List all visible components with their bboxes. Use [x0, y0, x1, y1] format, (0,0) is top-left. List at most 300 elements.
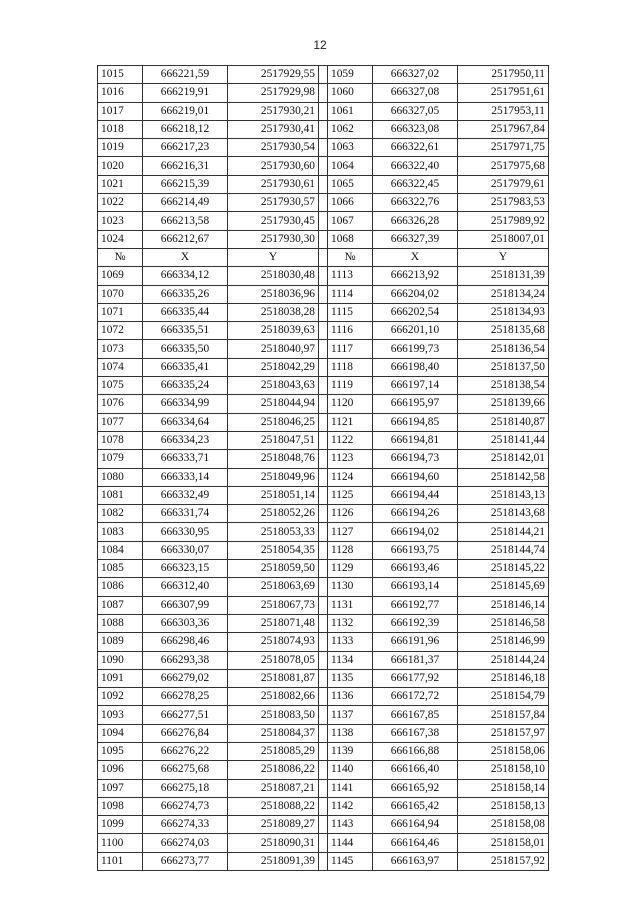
point-number-left: 1075	[98, 377, 143, 395]
y-coordinate-right: 2518134,93	[458, 303, 549, 321]
x-coordinate-right: 666194,85	[373, 413, 458, 431]
y-coordinate-left: 2518039,63	[228, 322, 319, 340]
x-coordinate-right: 666327,08	[373, 84, 458, 102]
y-coordinate-left: 2518074,93	[228, 633, 319, 651]
y-coordinate-right: 2518158,14	[458, 779, 549, 797]
x-coordinate-left: 666277,51	[143, 706, 228, 724]
y-coordinate-right: 2518137,50	[458, 358, 549, 376]
x-coordinate-left: 666335,50	[143, 340, 228, 358]
x-coordinate-left: 666221,59	[143, 66, 228, 84]
y-coordinate-right: 2518157,84	[458, 706, 549, 724]
column-gap	[319, 560, 328, 578]
point-number-right: 1118	[328, 358, 373, 376]
y-coordinate-right: 2518158,08	[458, 816, 549, 834]
y-coordinate-right: 2518145,22	[458, 560, 549, 578]
x-coordinate-left: 666275,68	[143, 761, 228, 779]
point-number-left: 1024	[98, 230, 143, 248]
x-coordinate-right: 666322,61	[373, 139, 458, 157]
table-row	[98, 285, 549, 303]
y-coordinate-right: 2518136,54	[458, 340, 549, 358]
point-number-left: 1085	[98, 560, 143, 578]
column-gap	[319, 669, 328, 687]
column-gap	[319, 761, 328, 779]
y-coordinate-right: 2518142,01	[458, 450, 549, 468]
point-number-left: 1019	[98, 139, 143, 157]
y-coordinate-right: 2517951,61	[458, 84, 549, 102]
header-num-left: №	[98, 248, 143, 266]
point-number-left: 1023	[98, 212, 143, 230]
x-coordinate-left: 666273,77	[143, 852, 228, 870]
point-number-right: 1117	[328, 340, 373, 358]
point-number-right: 1114	[328, 285, 373, 303]
point-number-left: 1097	[98, 779, 143, 797]
table-row	[98, 212, 549, 230]
x-coordinate-right: 666199,73	[373, 340, 458, 358]
x-coordinate-left: 666215,39	[143, 175, 228, 193]
y-coordinate-right: 2518144,21	[458, 523, 549, 541]
column-gap	[319, 285, 328, 303]
y-coordinate-left: 2518081,87	[228, 669, 319, 687]
x-coordinate-right: 666194,73	[373, 450, 458, 468]
x-coordinate-left: 666274,03	[143, 834, 228, 852]
x-coordinate-left: 666331,74	[143, 505, 228, 523]
x-coordinate-right: 666166,88	[373, 742, 458, 760]
header-x-right: X	[373, 248, 458, 266]
y-coordinate-left: 2518043,63	[228, 377, 319, 395]
point-number-right: 1064	[328, 157, 373, 175]
table-row	[98, 303, 549, 321]
point-number-right: 1115	[328, 303, 373, 321]
x-coordinate-left: 666216,31	[143, 157, 228, 175]
y-coordinate-left: 2518091,39	[228, 852, 319, 870]
point-number-right: 1125	[328, 486, 373, 504]
point-number-left: 1095	[98, 742, 143, 760]
column-gap	[319, 523, 328, 541]
y-coordinate-left: 2518049,96	[228, 468, 319, 486]
x-coordinate-left: 666335,41	[143, 358, 228, 376]
x-coordinate-left: 666335,24	[143, 377, 228, 395]
column-gap	[319, 358, 328, 376]
y-coordinate-left: 2517929,55	[228, 66, 319, 84]
x-coordinate-left: 666212,67	[143, 230, 228, 248]
table-header	[98, 248, 549, 266]
column-gap	[319, 102, 328, 120]
column-gap	[319, 267, 328, 285]
y-coordinate-right: 2517950,11	[458, 66, 549, 84]
x-coordinate-left: 666303,36	[143, 614, 228, 632]
column-gap	[319, 596, 328, 614]
y-coordinate-left: 2518088,22	[228, 797, 319, 815]
table-row	[98, 706, 549, 724]
point-number-right: 1059	[328, 66, 373, 84]
point-number-left: 1077	[98, 413, 143, 431]
x-coordinate-right: 666167,85	[373, 706, 458, 724]
y-coordinate-left: 2518085,29	[228, 742, 319, 760]
table-row	[98, 596, 549, 614]
x-coordinate-left: 666278,25	[143, 688, 228, 706]
point-number-left: 1078	[98, 431, 143, 449]
point-number-left: 1069	[98, 267, 143, 285]
table-row	[98, 669, 549, 687]
x-coordinate-left: 666279,02	[143, 669, 228, 687]
point-number-right: 1132	[328, 614, 373, 632]
x-coordinate-right: 666181,37	[373, 651, 458, 669]
point-number-right: 1139	[328, 742, 373, 760]
point-number-right: 1137	[328, 706, 373, 724]
x-coordinate-left: 666298,46	[143, 633, 228, 651]
table-row	[98, 267, 549, 285]
point-number-right: 1066	[328, 194, 373, 212]
header-x-left: X	[143, 248, 228, 266]
table-row	[98, 120, 549, 138]
x-coordinate-right: 666194,02	[373, 523, 458, 541]
column-gap	[319, 139, 328, 157]
table-row	[98, 175, 549, 193]
column-gap	[319, 797, 328, 815]
column-gap	[319, 706, 328, 724]
y-coordinate-left: 2517930,54	[228, 139, 319, 157]
table-row	[98, 560, 549, 578]
point-number-left: 1021	[98, 175, 143, 193]
column-gap	[319, 212, 328, 230]
y-coordinate-left: 2518051,14	[228, 486, 319, 504]
point-number-right: 1123	[328, 450, 373, 468]
point-number-left: 1094	[98, 724, 143, 742]
y-coordinate-right: 2518134,24	[458, 285, 549, 303]
point-number-left: 1089	[98, 633, 143, 651]
y-coordinate-right: 2518157,97	[458, 724, 549, 742]
point-number-right: 1134	[328, 651, 373, 669]
point-number-left: 1071	[98, 303, 143, 321]
y-coordinate-right: 2518146,99	[458, 633, 549, 651]
table-row	[98, 779, 549, 797]
y-coordinate-right: 2517953,11	[458, 102, 549, 120]
x-coordinate-left: 666276,84	[143, 724, 228, 742]
column-gap	[319, 614, 328, 632]
table-row	[98, 742, 549, 760]
column-gap	[319, 633, 328, 651]
point-number-left: 1076	[98, 395, 143, 413]
column-gap	[319, 395, 328, 413]
x-coordinate-right: 666194,26	[373, 505, 458, 523]
y-coordinate-left: 2517930,60	[228, 157, 319, 175]
y-coordinate-right: 2518146,18	[458, 669, 549, 687]
point-number-right: 1142	[328, 797, 373, 815]
y-coordinate-right: 2518146,14	[458, 596, 549, 614]
y-coordinate-left: 2518040,97	[228, 340, 319, 358]
y-coordinate-right: 2518007,01	[458, 230, 549, 248]
x-coordinate-left: 666330,95	[143, 523, 228, 541]
y-coordinate-left: 2518047,51	[228, 431, 319, 449]
point-number-right: 1124	[328, 468, 373, 486]
y-coordinate-right: 2517989,92	[458, 212, 549, 230]
y-coordinate-right: 2518139,66	[458, 395, 549, 413]
x-coordinate-right: 666326,28	[373, 212, 458, 230]
x-coordinate-left: 666219,01	[143, 102, 228, 120]
x-coordinate-right: 666202,54	[373, 303, 458, 321]
y-coordinate-left: 2517930,57	[228, 194, 319, 212]
y-coordinate-left: 2518048,76	[228, 450, 319, 468]
point-number-right: 1143	[328, 816, 373, 834]
point-number-right: 1113	[328, 267, 373, 285]
x-coordinate-right: 666193,14	[373, 578, 458, 596]
x-coordinate-right: 666201,10	[373, 322, 458, 340]
table-row	[98, 84, 549, 102]
point-number-right: 1144	[328, 834, 373, 852]
x-coordinate-right: 666164,46	[373, 834, 458, 852]
x-coordinate-right: 666327,39	[373, 230, 458, 248]
x-coordinate-left: 666334,64	[143, 413, 228, 431]
table-row	[98, 413, 549, 431]
x-coordinate-right: 666327,02	[373, 66, 458, 84]
point-number-right: 1061	[328, 102, 373, 120]
column-gap	[319, 377, 328, 395]
y-coordinate-left: 2518090,31	[228, 834, 319, 852]
y-coordinate-left: 2518082,66	[228, 688, 319, 706]
column-gap	[319, 651, 328, 669]
column-gap	[319, 688, 328, 706]
y-coordinate-right: 2518143,13	[458, 486, 549, 504]
coordinates-table	[97, 65, 549, 871]
point-number-left: 1091	[98, 669, 143, 687]
point-number-right: 1067	[328, 212, 373, 230]
point-number-right: 1130	[328, 578, 373, 596]
point-number-left: 1020	[98, 157, 143, 175]
point-number-right: 1135	[328, 669, 373, 687]
column-gap	[319, 834, 328, 852]
point-number-right: 1145	[328, 852, 373, 870]
x-coordinate-right: 666172,72	[373, 688, 458, 706]
point-number-left: 1074	[98, 358, 143, 376]
table-row	[98, 358, 549, 376]
table-row	[98, 322, 549, 340]
table-row	[98, 102, 549, 120]
x-coordinate-right: 666194,44	[373, 486, 458, 504]
point-number-right: 1062	[328, 120, 373, 138]
column-gap	[319, 505, 328, 523]
header-y-left: Y	[228, 248, 319, 266]
y-coordinate-right: 2517971,75	[458, 139, 549, 157]
table-row	[98, 395, 549, 413]
point-number-left: 1090	[98, 651, 143, 669]
table-body-bottom	[98, 267, 549, 871]
point-number-left: 1100	[98, 834, 143, 852]
x-coordinate-left: 666332,49	[143, 486, 228, 504]
x-coordinate-right: 666193,75	[373, 541, 458, 559]
table-row	[98, 852, 549, 870]
column-gap	[319, 742, 328, 760]
y-coordinate-right: 2518158,06	[458, 742, 549, 760]
y-coordinate-right: 2517975,68	[458, 157, 549, 175]
y-coordinate-left: 2518052,26	[228, 505, 319, 523]
table-row	[98, 578, 549, 596]
column-gap	[319, 157, 328, 175]
y-coordinate-right: 2518154,79	[458, 688, 549, 706]
y-coordinate-left: 2518044,94	[228, 395, 319, 413]
y-coordinate-left: 2518038,28	[228, 303, 319, 321]
y-coordinate-left: 2517930,61	[228, 175, 319, 193]
header-row	[98, 248, 549, 266]
column-gap	[319, 541, 328, 559]
column-gap	[319, 450, 328, 468]
y-coordinate-right: 2518144,74	[458, 541, 549, 559]
x-coordinate-right: 666192,39	[373, 614, 458, 632]
x-coordinate-right: 666167,38	[373, 724, 458, 742]
column-gap	[319, 230, 328, 248]
point-number-left: 1093	[98, 706, 143, 724]
y-coordinate-left: 2518084,37	[228, 724, 319, 742]
y-coordinate-right: 2518157,92	[458, 852, 549, 870]
x-coordinate-left: 666274,33	[143, 816, 228, 834]
x-coordinate-left: 666213,58	[143, 212, 228, 230]
x-coordinate-left: 666293,38	[143, 651, 228, 669]
point-number-right: 1065	[328, 175, 373, 193]
x-coordinate-right: 666194,60	[373, 468, 458, 486]
table-row	[98, 633, 549, 651]
point-number-left: 1088	[98, 614, 143, 632]
table-row	[98, 505, 549, 523]
point-number-right: 1068	[328, 230, 373, 248]
x-coordinate-left: 666333,14	[143, 468, 228, 486]
x-coordinate-left: 666218,12	[143, 120, 228, 138]
column-gap	[319, 486, 328, 504]
x-coordinate-left: 666214,49	[143, 194, 228, 212]
x-coordinate-left: 666335,26	[143, 285, 228, 303]
x-coordinate-right: 666192,77	[373, 596, 458, 614]
column-gap	[319, 66, 328, 84]
x-coordinate-right: 666177,92	[373, 669, 458, 687]
point-number-right: 1063	[328, 139, 373, 157]
point-number-right: 1120	[328, 395, 373, 413]
y-coordinate-right: 2518158,01	[458, 834, 549, 852]
y-coordinate-right: 2518141,44	[458, 431, 549, 449]
x-coordinate-left: 666335,44	[143, 303, 228, 321]
y-coordinate-right: 2518144,24	[458, 651, 549, 669]
point-number-left: 1081	[98, 486, 143, 504]
table-row	[98, 523, 549, 541]
table-row	[98, 230, 549, 248]
point-number-right: 1116	[328, 322, 373, 340]
column-gap	[319, 852, 328, 870]
point-number-right: 1133	[328, 633, 373, 651]
x-coordinate-left: 666323,15	[143, 560, 228, 578]
column-gap	[319, 84, 328, 102]
point-number-left: 1087	[98, 596, 143, 614]
x-coordinate-left: 666312,40	[143, 578, 228, 596]
column-gap	[319, 779, 328, 797]
point-number-left: 1098	[98, 797, 143, 815]
point-number-left: 1079	[98, 450, 143, 468]
x-coordinate-right: 666204,02	[373, 285, 458, 303]
point-number-right: 1128	[328, 541, 373, 559]
point-number-left: 1016	[98, 84, 143, 102]
y-coordinate-left: 2518063,69	[228, 578, 319, 596]
point-number-right: 1140	[328, 761, 373, 779]
y-coordinate-left: 2518078,05	[228, 651, 319, 669]
y-coordinate-left: 2518087,21	[228, 779, 319, 797]
y-coordinate-right: 2518142,58	[458, 468, 549, 486]
y-coordinate-right: 2518135,68	[458, 322, 549, 340]
y-coordinate-left: 2517930,21	[228, 102, 319, 120]
x-coordinate-right: 666195,97	[373, 395, 458, 413]
header-y-right: Y	[458, 248, 549, 266]
table-row	[98, 450, 549, 468]
y-coordinate-right: 2517967,84	[458, 120, 549, 138]
column-gap	[319, 175, 328, 193]
table-row	[98, 157, 549, 175]
table-row	[98, 468, 549, 486]
column-gap	[319, 194, 328, 212]
y-coordinate-right: 2518143,68	[458, 505, 549, 523]
table-row	[98, 651, 549, 669]
y-coordinate-left: 2517930,41	[228, 120, 319, 138]
y-coordinate-right: 2518131,39	[458, 267, 549, 285]
point-number-left: 1017	[98, 102, 143, 120]
x-coordinate-right: 666165,42	[373, 797, 458, 815]
x-coordinate-right: 666193,46	[373, 560, 458, 578]
table-row	[98, 688, 549, 706]
header-num-right: №	[328, 248, 373, 266]
point-number-left: 1018	[98, 120, 143, 138]
column-gap	[319, 468, 328, 486]
table-body-top	[98, 66, 549, 249]
column-gap	[319, 816, 328, 834]
x-coordinate-right: 666322,45	[373, 175, 458, 193]
table-row	[98, 194, 549, 212]
y-coordinate-right: 2518138,54	[458, 377, 549, 395]
x-coordinate-right: 666198,40	[373, 358, 458, 376]
point-number-left: 1096	[98, 761, 143, 779]
x-coordinate-left: 666333,71	[143, 450, 228, 468]
point-number-right: 1129	[328, 560, 373, 578]
point-number-right: 1141	[328, 779, 373, 797]
x-coordinate-right: 666164,94	[373, 816, 458, 834]
point-number-left: 1070	[98, 285, 143, 303]
column-gap	[319, 248, 328, 266]
column-gap	[319, 413, 328, 431]
y-coordinate-left: 2518089,27	[228, 816, 319, 834]
x-coordinate-left: 666217,23	[143, 139, 228, 157]
table-row	[98, 761, 549, 779]
point-number-left: 1084	[98, 541, 143, 559]
table-row	[98, 340, 549, 358]
column-gap	[319, 120, 328, 138]
column-gap	[319, 340, 328, 358]
table-row	[98, 797, 549, 815]
table-row	[98, 816, 549, 834]
y-coordinate-left: 2517929,98	[228, 84, 319, 102]
y-coordinate-right: 2517983,53	[458, 194, 549, 212]
y-coordinate-right: 2518146,58	[458, 614, 549, 632]
point-number-right: 1131	[328, 596, 373, 614]
x-coordinate-left: 666330,07	[143, 541, 228, 559]
y-coordinate-left: 2518053,33	[228, 523, 319, 541]
point-number-right: 1060	[328, 84, 373, 102]
table-row	[98, 614, 549, 632]
y-coordinate-left: 2518042,29	[228, 358, 319, 376]
point-number-right: 1126	[328, 505, 373, 523]
point-number-left: 1099	[98, 816, 143, 834]
y-coordinate-right: 2518158,13	[458, 797, 549, 815]
point-number-left: 1073	[98, 340, 143, 358]
x-coordinate-right: 666165,92	[373, 779, 458, 797]
y-coordinate-right: 2517979,61	[458, 175, 549, 193]
x-coordinate-right: 666191,96	[373, 633, 458, 651]
y-coordinate-left: 2517930,30	[228, 230, 319, 248]
table-row	[98, 486, 549, 504]
column-gap	[319, 578, 328, 596]
x-coordinate-right: 666323,08	[373, 120, 458, 138]
